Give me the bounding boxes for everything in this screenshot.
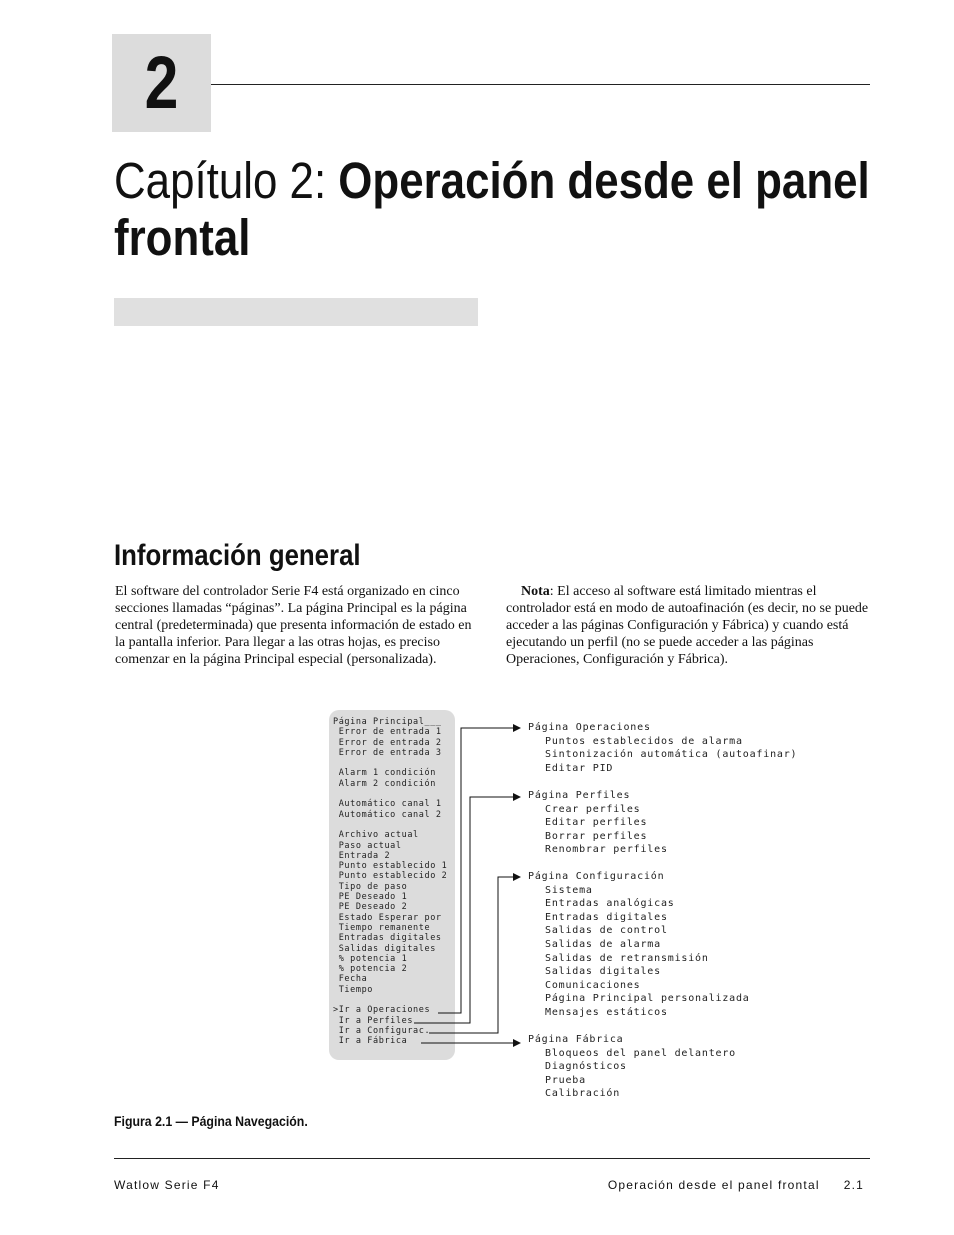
arrow-to-profiles xyxy=(414,797,520,1023)
menu-line[interactable]: Estado Esperar por xyxy=(333,912,442,923)
page-item: Editar perfiles xyxy=(545,817,648,829)
note-text: : El acceso al software está limitado mientras el controlador está en modo de autoafinación (es decir, no se puede acceder a las páginas Configuración y Fábrica) y cuando está ejecutando un perfil (no se puede acceder a las páginas Operaciones, Configuración y Fábrica). xyxy=(506,584,869,667)
page-item: Borrar perfiles xyxy=(545,830,648,842)
menu-line[interactable]: Entradas digitales xyxy=(333,933,442,944)
chapter-title-bold: Operación desde el panel frontal xyxy=(114,152,870,266)
menu-line[interactable]: Archivo actual xyxy=(333,830,419,841)
menu-line[interactable]: Tiempo xyxy=(333,984,374,995)
page-item: Salidas digitales xyxy=(545,966,661,978)
menu-line[interactable]: Paso actual xyxy=(333,840,402,851)
page-item: Editar PID xyxy=(545,762,614,774)
menu-line[interactable]: Punto establecido 2 xyxy=(333,871,448,882)
page-title: Página Fábrica xyxy=(528,1034,624,1045)
menu-line[interactable]: PE Deseado 2 xyxy=(333,902,408,913)
menu-line[interactable]: Error de entrada 1 xyxy=(333,727,442,738)
menu-line[interactable]: Error de entrada 3 xyxy=(333,747,442,758)
page-title: Página Configuración xyxy=(528,871,665,882)
page-item: Entradas analógicas xyxy=(545,898,675,910)
menu-line[interactable]: Alarm 2 condición xyxy=(333,778,436,789)
section-heading: Información general xyxy=(114,539,361,572)
page-item: Comunicaciones xyxy=(545,979,641,991)
menu-line[interactable]: Ir a Fábrica xyxy=(333,1036,408,1047)
menu-line[interactable]: Automático canal 2 xyxy=(333,809,442,820)
menu-line[interactable]: Automático canal 1 xyxy=(333,799,442,810)
page-item: Bloqueos del panel delantero xyxy=(545,1047,736,1059)
menu-line[interactable]: % potencia 1 xyxy=(333,953,408,964)
menu-line[interactable]: Alarm 1 condición xyxy=(333,768,436,779)
footer-section-title: Operación desde el panel frontal xyxy=(607,1178,820,1192)
footer-page-number: 2.1 xyxy=(843,1178,864,1192)
intro-paragraph: El software del controlador Serie F4 está organizado en cinco secciones llamadas “páginas”. La página Principal es la página central (predeterminada) que presenta información de estado en la pantalla inferior. Para llegar a las otras hojas, es preciso comenzar en la página Principal especial (personalizada). xyxy=(115,584,472,667)
menu-line[interactable]: >Ir a Operaciones xyxy=(333,1005,431,1016)
page-item: Puntos establecidos de alarma xyxy=(545,735,743,747)
menu-line[interactable]: Punto establecido 1 xyxy=(333,861,448,872)
page-item: Mensajes estáticos xyxy=(545,1006,668,1018)
menu-line[interactable]: Entrada 2 xyxy=(333,850,391,861)
note-label: Nota xyxy=(521,584,550,599)
page-item: Página Principal personalizada xyxy=(545,993,750,1005)
menu-line[interactable]: Ir a Configurac. xyxy=(333,1025,431,1036)
menu-line[interactable]: Ir a Perfiles xyxy=(333,1015,414,1026)
footer-rule xyxy=(114,1158,870,1159)
menu-line[interactable]: Fecha xyxy=(333,974,368,985)
page-item: Sintonización automática (autoafinar) xyxy=(545,749,798,761)
page-item: Salidas de retransmisión xyxy=(545,952,709,964)
page-item: Salidas de control xyxy=(545,925,668,937)
footer-product: Watlow Serie F4 xyxy=(114,1178,220,1192)
page-title: Página Operaciones xyxy=(528,722,651,733)
chapter-title-prefix: Capítulo 2: xyxy=(114,152,339,209)
menu-line[interactable]: Tipo de paso xyxy=(333,881,408,892)
page-title: Página Perfiles xyxy=(528,790,631,801)
page-item: Crear perfiles xyxy=(545,803,641,815)
page-item: Salidas de alarma xyxy=(545,938,661,950)
page-item: Sistema xyxy=(545,884,593,896)
footer-right xyxy=(608,1178,864,1192)
page-item: Renombrar perfiles xyxy=(545,844,668,856)
menu-line[interactable]: % potencia 2 xyxy=(333,964,408,975)
figure-caption: Figura 2.1 — Página Navegación. xyxy=(114,1113,308,1129)
menu-line[interactable]: Tiempo remanente xyxy=(333,922,431,933)
menu-line[interactable]: Salidas digitales xyxy=(333,943,436,954)
page-item: Diagnósticos xyxy=(545,1061,627,1073)
chapter-number: 2 xyxy=(144,41,179,124)
arrow-to-operations xyxy=(438,728,520,1013)
page-item: Calibración xyxy=(545,1088,621,1100)
menu-line[interactable]: Página Principal___ xyxy=(333,717,442,727)
menu-line[interactable]: Error de entrada 2 xyxy=(333,737,442,748)
menu-line[interactable]: PE Deseado 1 xyxy=(333,892,408,903)
page-item: Prueba xyxy=(545,1074,586,1086)
page-item: Entradas digitales xyxy=(545,911,668,923)
arrow-to-setup xyxy=(429,877,520,1033)
